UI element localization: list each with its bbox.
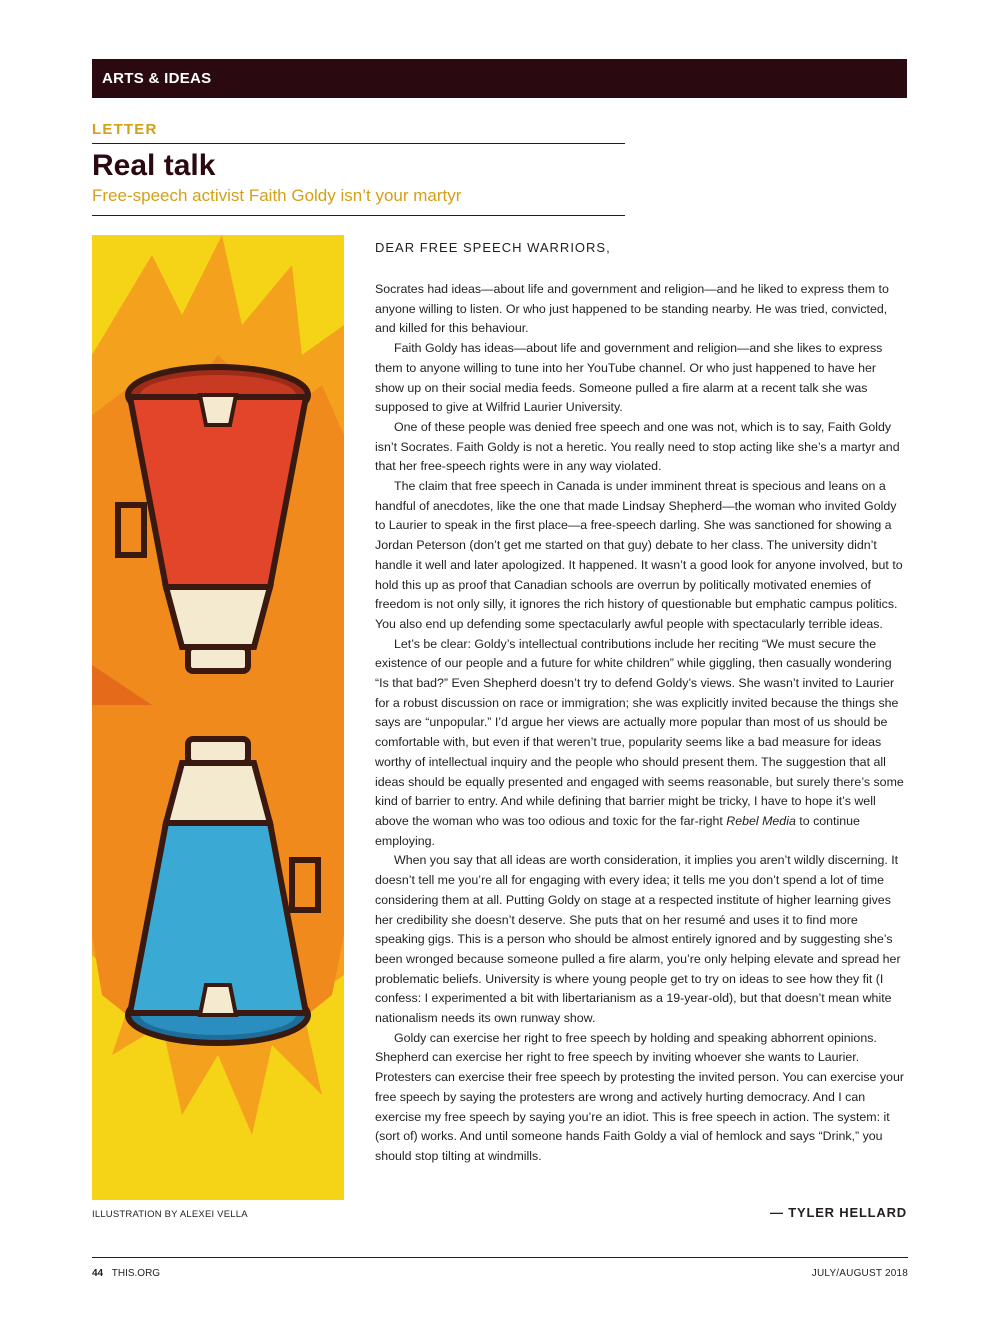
body-paragraph: Socrates had ideas—about life and government and religion—and he liked to express them to anyone willing to listen. Or who just happened to be standing nearby. He was tried, convicted, and killed for this behaviour. <box>375 282 889 336</box>
illustration-credit: ILLUSTRATION BY ALEXEI VELLA <box>92 1209 248 1220</box>
publication-name: Rebel Media <box>726 813 796 828</box>
body-paragraph-tail: to continue employing. <box>375 813 860 848</box>
section-label: ARTS & IDEAS <box>102 70 212 87</box>
dek-rule <box>92 215 625 216</box>
page-number: 44 <box>92 1268 104 1279</box>
article-body <box>375 280 908 1167</box>
megaphones-illustration <box>92 235 344 1200</box>
body-paragraph: Goldy can exercise her right to free speech by holding and speaking abhorrent opinions. Shepherd can exercise her right to free speech by inviting whoever she wants to Laurier. Protesters can exercise their free speech by protesting the invited person. You can exercise your free speech by saying the protesters are wrong and actively hurting democracy. And I can exercise my free speech by saying you’re an idiot. This is free speech in action. The system: it (sort of) works. And until someone hands Faith Goldy a vial of hemlock and says “Drink,” you should stop tilting at windmills. <box>375 1030 904 1163</box>
site-name: THIS.ORG <box>111 1268 161 1279</box>
issue-date: JULY/AUGUST 2018 <box>811 1268 908 1279</box>
author-signature: — TYLER HELLARD <box>770 1205 907 1220</box>
article-headline: Real talk <box>92 149 216 182</box>
body-paragraph: The claim that free speech in Canada is under imminent threat is specious and leans on a handful of anecdotes, like the one that made Lindsay Shepherd—the woman who invited Goldy to Laurier to speak in the first place—a free-speech darling. She was sanctioned for showing a Jordan Peterson (don’t get me started on that guy) debate to her class. The university didn’t handle it well and later apologized. It happened. It wasn’t a good look for anyone involved, but to hold this up as proof that Canadian schools are overrun by politically motivated enemies of freedom is not only silly, it ignores the rich history of questionable but emphatic campus politics. You also end up defending some spectacularly awful people with spectacularly terrible ideas. <box>375 479 903 631</box>
footer-folio <box>92 1268 160 1279</box>
body-paragraph: One of these people was denied free speech and one was not, which is to say, Faith Goldy isn’t Socrates. Faith Goldy is not a heretic. You really need to stop acting like she’s a martyr and that her free-speech rights were in any way violated. <box>375 419 900 474</box>
article-dek: Free-speech activist Faith Goldy isn’t your martyr <box>92 186 462 205</box>
kicker-rule <box>92 143 625 144</box>
article-kicker: LETTER <box>92 121 158 138</box>
body-paragraph: When you say that all ideas are worth consideration, it implies you aren’t wildly discerning. It doesn’t tell me you’re all for engaging with every idea; it tells me you don’t spend a lot of time considering them at all. Putting Goldy on stage at a respected institute of higher learning gives her credibility she doesn’t deserve. She puts that on her resumé and uses it to find more speaking gigs. This is a person who should be almost entirely ignored and by suggesting she’s been wronged because someone pulled a fire alarm, you’re only helping elevate and spread her problematic beliefs. University is where young people get to try on ideas to see how they fit (I confess: I experimented a bit with libertarianism as a 19-year-old), but that doesn’t mean white nationalism needs its own runway show. <box>375 853 901 1026</box>
footer-rule <box>92 1257 908 1258</box>
body-paragraph-text: Let’s be clear: Goldy’s intellectual contributions include her reciting “We must secure the existence of our people and a future for white children” while giggling, then casually wondering “Is that bad?” Even Shepherd doesn’t try to defend Goldy’s views. She wasn’t invited to Laurier for a robust discussion on race or immigration; she was explicitly invited because the things she says are “unpopular.” I’d argue her views are actually more popular than most of us should be comfortable with, but even if that weren’t true, popularity seems like a bad measure for ideas worthy of intellectual inquiry and the people who should present them. The suggestion that all ideas should be equally presented and engaged with seems reasonable, but surely there’s some kind of barrier to entry. And while defining that barrier might be tricky, I have to hope it’s well above the woman who was too odious and toxic for the far-right <box>375 636 904 828</box>
letter-salutation: DEAR FREE SPEECH WARRIORS, <box>375 240 611 255</box>
body-paragraph: Faith Goldy has ideas—about life and government and religion—and she likes to express them to anyone willing to tune into her YouTube channel. Or who just happened to have her show up on their social media feeds. Someone pulled a fire alarm at a recent talk she was supposed to give at Wilfrid Laurier University. <box>375 341 883 415</box>
body-paragraph <box>375 635 908 852</box>
section-header-bar <box>92 59 907 98</box>
